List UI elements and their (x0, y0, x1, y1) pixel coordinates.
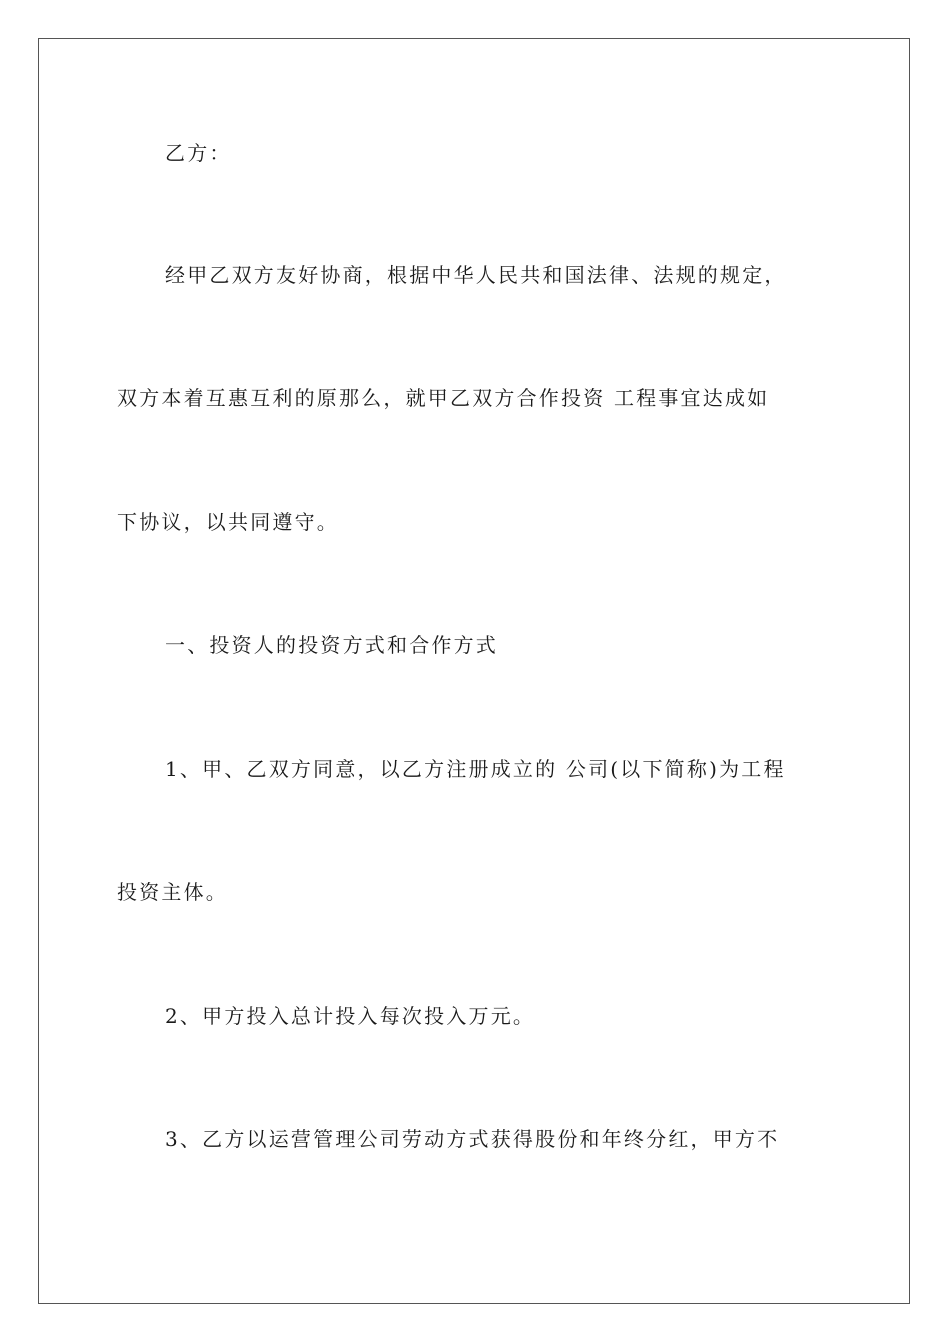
paragraph-line: 2、甲方投入总计投入每次投入万元。 (165, 1004, 536, 1028)
paragraph-line: 经甲乙双方友好协商，根据中华人民共和国法律、法规的规定， (165, 263, 787, 287)
section-heading: 一、投资人的投资方式和合作方式 (165, 633, 498, 657)
paragraph-line: 双方本着互惠互利的原那么，就甲乙双方合作投资 工程事宜达成如 (117, 386, 770, 410)
paragraph-line: 投资主体。 (117, 880, 228, 904)
party-b-label: 乙方： (165, 141, 232, 165)
paragraph-line: 1、甲、乙双方同意，以乙方注册成立的 公司(以下简称)为工程 (165, 757, 786, 781)
paragraph-line: 3、乙方以运营管理公司劳动方式获得股份和年终分红，甲方不 (165, 1127, 780, 1151)
page-frame (38, 38, 910, 1304)
paragraph-line: 下协议，以共同遵守。 (117, 510, 339, 534)
